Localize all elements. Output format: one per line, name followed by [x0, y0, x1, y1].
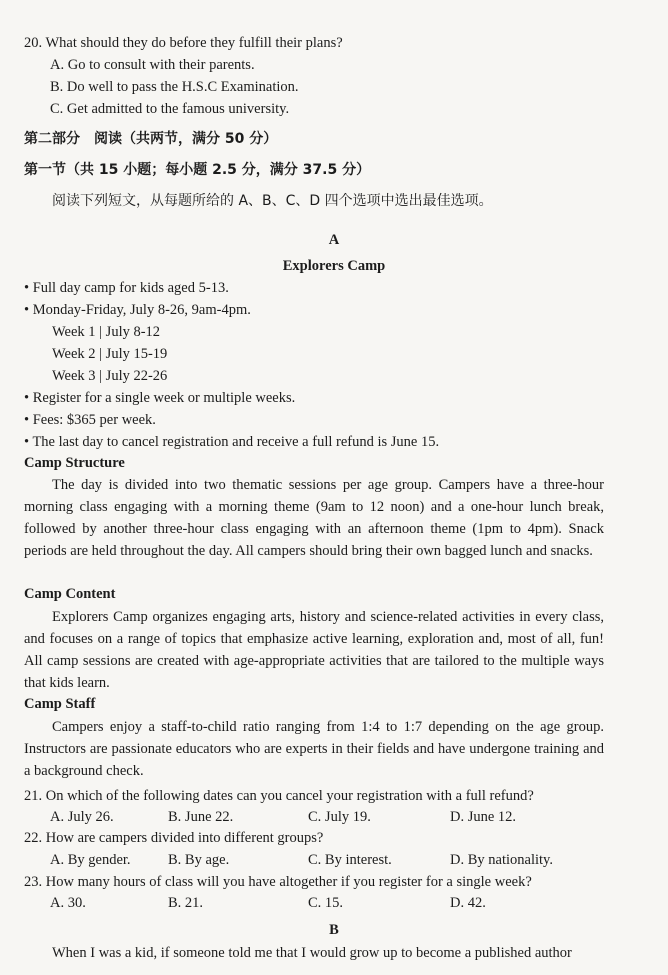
camp-content-text: Explorers Camp organizes engaging arts, history and science-related activities in every class, and focuses on a range of topics that emphasize active learning, exploration and, most of all, fun! All camp sessions are created with age-appropriate activities that are tailored to the multiple ways that kids learn.	[24, 609, 604, 691]
camp-age-bullet: • Full day camp for kids aged 5-13.	[24, 280, 229, 296]
question-21-option-c: C. July 19.	[308, 809, 371, 825]
question-21-options	[50, 807, 610, 827]
question-22-option-b: B. By age.	[168, 852, 230, 868]
camp-content-paragraph	[24, 606, 604, 694]
question-20-option-a: A. Go to consult with their parents.	[50, 57, 255, 73]
camp-structure-heading: Camp Structure	[24, 455, 125, 471]
question-23-options	[50, 893, 610, 913]
passage-b-letter: B	[329, 922, 339, 938]
passage-b-first-line: When I was a kid, if someone told me that I would grow up to become a published author	[52, 945, 572, 961]
question-21-option-a: A. July 26.	[50, 809, 114, 825]
question-23-option-c: C. 15.	[308, 895, 344, 911]
part-2-heading: 第二部分 阅读（共两节，满分 50 分）	[24, 131, 278, 147]
question-22-stem: 22. How are campers divided into different groups?	[24, 830, 324, 846]
question-22-option-a: A. By gender.	[50, 852, 131, 868]
question-22-option-d: D. By nationality.	[450, 852, 553, 868]
camp-content-heading: Camp Content	[24, 586, 116, 602]
week-1-line: Week 1 | July 8-12	[52, 324, 161, 340]
camp-structure-text: The day is divided into two thematic sessions per age group. Campers have a three-hour morning class engaging with a morning theme (9am to 12 noon) and a one-hour lunch break, followed by another three-hour class engaging with an afternoon theme (1pm to 4pm). Snack periods are held throughout the day. All campers should bring their own bagged lunch and snacks.	[24, 477, 604, 559]
register-bullet: • Register for a single week or multiple weeks.	[24, 390, 296, 406]
question-20-option-c: C. Get admitted to the famous university.	[50, 101, 290, 117]
fees-bullet: • Fees: $365 per week.	[24, 412, 156, 428]
camp-staff-paragraph	[24, 716, 604, 782]
instruction-text: 阅读下列短文，从每题所给的 A、B、C、D 四个选项中选出最佳选项。	[52, 193, 493, 209]
week-2-line: Week 2 | July 15-19	[52, 346, 168, 362]
question-22-option-c: C. By interest.	[308, 852, 392, 868]
question-21-option-d: D. June 12.	[450, 809, 517, 825]
camp-staff-text: Campers enjoy a staff-to-child ratio ranging from 1:4 to 1:7 depending on the age group. Instructors are passionate educators who are experts in their fields and have undergone training and a background check.	[24, 719, 604, 779]
question-23-option-d: D. 42.	[450, 895, 486, 911]
question-22-options	[50, 850, 610, 870]
question-23-option-a: A. 30.	[50, 895, 86, 911]
camp-dates-bullet: • Monday-Friday, July 8-26, 9am-4pm.	[24, 302, 251, 318]
passage-a-letter: A	[328, 232, 340, 248]
refund-bullet: • The last day to cancel registration and receive a full refund is June 15.	[24, 434, 440, 450]
camp-staff-heading: Camp Staff	[24, 696, 96, 712]
question-20-stem: 20. What should they do before they fulfill their plans?	[24, 35, 343, 51]
question-20-option-b: B. Do well to pass the H.S.C Examination.	[50, 79, 299, 95]
question-21-option-b: B. June 22.	[168, 809, 234, 825]
passage-a-title: Explorers Camp	[282, 258, 386, 274]
section-1-heading: 第一节（共 15 小题；每小题 2.5 分，满分 37.5 分）	[24, 162, 371, 178]
question-23-option-b: B. 21.	[168, 895, 204, 911]
question-21-stem: 21. On which of the following dates can you cancel your registration with a full refund?	[24, 788, 534, 804]
week-3-line: Week 3 | July 22-26	[52, 368, 168, 384]
question-23-stem: 23. How many hours of class will you have altogether if you register for a single week?	[24, 874, 532, 890]
camp-structure-paragraph	[24, 474, 604, 562]
